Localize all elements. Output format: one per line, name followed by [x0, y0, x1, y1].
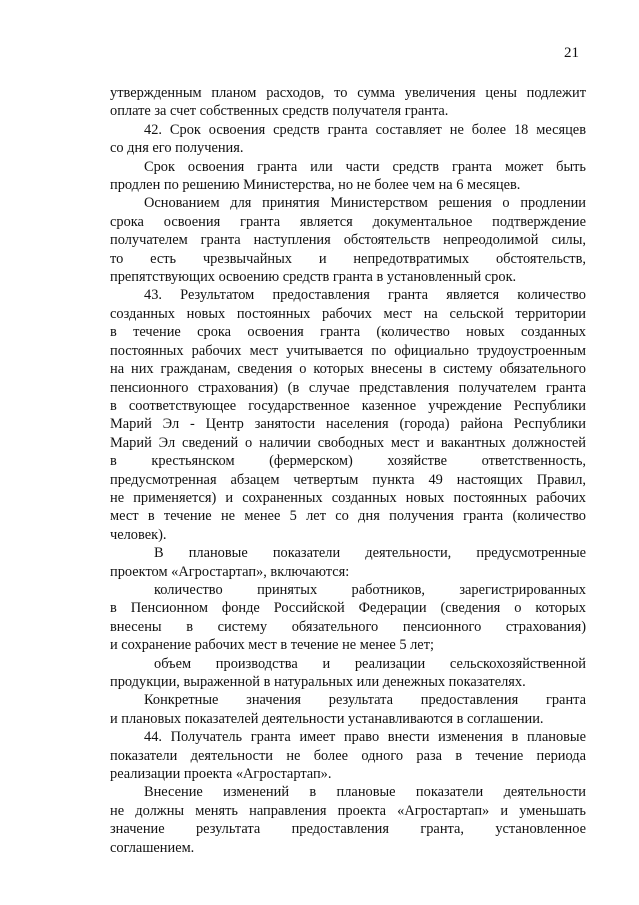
- text-line: проектом «Агростартап», включаются:: [110, 563, 350, 580]
- text-line: в течение срока освоения гранта (количество новых созданных: [110, 324, 586, 341]
- text-line: созданных новых постоянных рабочих мест на сельской территории: [110, 305, 586, 322]
- text-line: значение результата предоставления гранта, установленное: [110, 821, 586, 838]
- paragraph: [110, 194, 586, 286]
- paragraph: [110, 158, 586, 195]
- paragraph-43: [110, 286, 586, 544]
- text-line: количество принятых работников, зарегистрированных: [154, 581, 586, 598]
- text-line: срока освоения гранта является документальное подтверждение: [110, 213, 586, 230]
- text-line: не должны менять направления проекта «Агростартап» и уменьшать: [110, 802, 586, 819]
- text-line: Внесение изменений в плановые показатели деятельности: [144, 784, 586, 801]
- text-line: в соответствующее государственное казенное учреждение Республики: [110, 397, 586, 414]
- text-line: мест в течение не менее 5 лет со дня получения гранта (количество: [110, 508, 586, 525]
- page-number: 21: [564, 45, 579, 61]
- text-line: Конкретные значения результата предоставления гранта: [144, 692, 586, 709]
- text-line: продукции, выраженной в натуральных или денежных показателях.: [110, 674, 526, 690]
- text-line: реализации проекта «Агростартап».: [110, 766, 332, 783]
- text-line: утвержденным планом расходов, то сумма увеличения цены подлежит: [110, 85, 586, 101]
- text-line: со дня его получения.: [110, 140, 244, 157]
- text-line: предусмотренная абзацем четвертым пункта 49 настоящих Правил,: [110, 471, 586, 488]
- text-line: то есть чрезвычайных и непредотвратимых обстоятельств,: [110, 250, 586, 267]
- text-line: соглашением.: [110, 839, 195, 856]
- text-line: оплате за счет собственных средств получателя гранта.: [110, 103, 449, 120]
- text-line: не применяется) и сохраненных созданных новых постоянных рабочих: [110, 489, 586, 506]
- text-line: получателем гранта наступления обстоятельств непреодолимой силы,: [110, 232, 586, 249]
- text-line: Марий Эл сведений о наличии свободных мест и вакантных должностей: [110, 434, 586, 451]
- text-line: Марий Эл - Центр занятости населения (города) района Республики: [110, 416, 586, 433]
- text-line: Основанием для принятия Министерством решения о продлении: [144, 195, 586, 212]
- text-line: и плановых показателей деятельности устанавливаются в соглашении.: [110, 710, 544, 727]
- paragraph: [110, 544, 586, 581]
- text-line: на них гражданам, сведения о которых внесены в систему обязательного: [110, 361, 586, 378]
- text-line: В плановые показатели деятельности, предусмотренные: [154, 545, 586, 562]
- text-line: продлен по решению Министерства, но не более чем на 6 месяцев.: [110, 177, 521, 194]
- text-line: Срок освоения гранта или части средств гранта может быть: [144, 158, 586, 175]
- text-line: в крестьянском (фермерском) хозяйстве ответственность,: [110, 453, 586, 470]
- text-line: постоянных рабочих мест учитывается по официально трудоустроенным: [110, 342, 586, 359]
- list-item: [110, 655, 586, 692]
- text-line: 42. Срок освоения средств гранта составляет не более 18 месяцев: [144, 121, 586, 138]
- text-line: 43. Результатом предоставления гранта является количество: [144, 287, 586, 304]
- paragraph: [110, 691, 586, 728]
- text-line: препятствующих освоению средств гранта в установленный срок.: [110, 269, 517, 286]
- text-line: объем производства и реализации сельскохозяйственной: [154, 655, 586, 672]
- document-body: [110, 84, 586, 857]
- text-line: человек).: [110, 526, 167, 543]
- list-item: [110, 581, 586, 655]
- text-line: пенсионного страхования) (в случае представления получателем гранта: [110, 379, 586, 396]
- text-line: и сохранение рабочих мест в течение не менее 5 лет;: [110, 637, 434, 654]
- paragraph-44: [110, 728, 586, 783]
- text-line: 44. Получатель гранта имеет право внести изменения в плановые: [144, 729, 586, 746]
- text-line: в Пенсионном фонде Российской Федерации (сведения о которых: [110, 600, 586, 617]
- text-line: внесены в систему обязательного пенсионного страхования): [110, 618, 586, 635]
- paragraph: [110, 84, 586, 121]
- paragraph-42: [110, 121, 586, 158]
- text-line: показатели деятельности не более одного раза в течение периода: [110, 747, 586, 764]
- paragraph: [110, 783, 586, 857]
